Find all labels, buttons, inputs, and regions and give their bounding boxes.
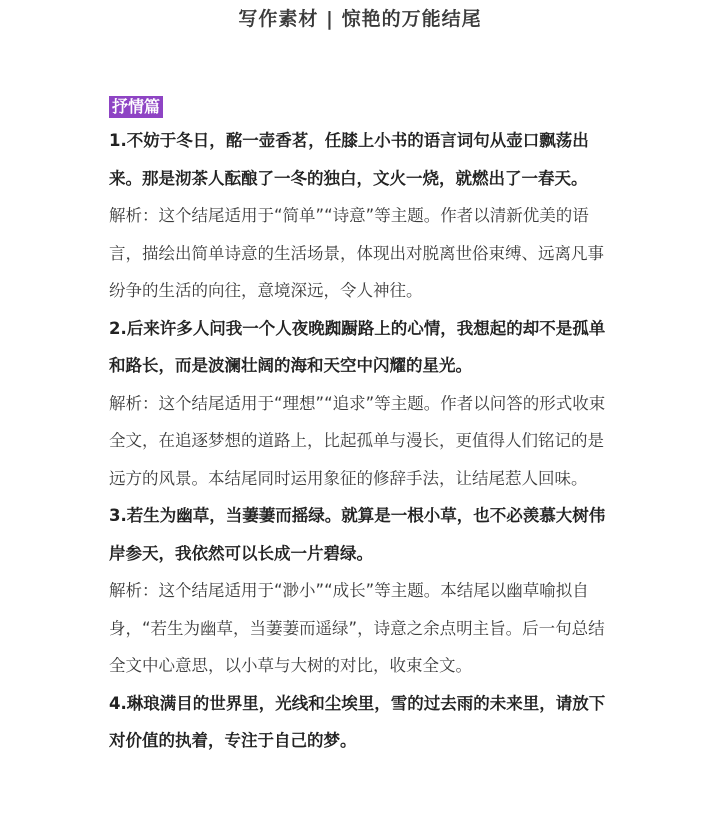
ending-item-2: 2.后来许多人问我一个人夜晚踟蹰路上的心情，我想起的却不是孤单和路长，而是波澜壮阔的海和天空中闪耀的星光。 xyxy=(109,318,606,375)
page-title: 写作素材 | 惊艳的万能结尾 xyxy=(238,8,482,30)
analysis-item-1: 解析：这个结尾适用于“简单”“诗意”等主题。作者以清新优美的语言，描绘出简单诗意的生活场景，体现出对脱离世俗束缚、远离凡事纷争的生活的向往，意境深远，令人神往。 xyxy=(109,206,604,300)
section-badge: 抒情篇 xyxy=(109,96,163,118)
article-body xyxy=(109,96,614,760)
ending-item-4: 4.琳琅满目的世界里，光线和尘埃里，雪的过去雨的未来里，请放下对价值的执着，专注于自己的梦。 xyxy=(109,693,606,750)
ending-item-1: 1.不妨于冬日，酩一壶香茗，任膝上小书的语言词句从壶口飘荡出来。那是沏茶人酝酿了一冬的独白，文火一烧，就燃出了一春天。 xyxy=(109,131,589,188)
ending-item-3: 3.若生为幽草，当萋萋而摇绿。就算是一根小草，也不必羡慕大树伟岸参天，我依然可以长成一片碧绿。 xyxy=(109,506,606,563)
analysis-item-2: 解析：这个结尾适用于“理想”“追求”等主题。作者以问答的形式收束全文，在追逐梦想的道路上，比起孤单与漫长，更值得人们铭记的是远方的风景。本结尾同时运用象征的修辞手法，让结尾惹人回味。 xyxy=(109,393,606,488)
analysis-item-3: 解析：这个结尾适用于“渺小”“成长”等主题。本结尾以幽草喻拟自身，“若生为幽草，当萋萋而遥绿”，诗意之余点明主旨。后一句总结全文中心意思，以小草与大树的对比，收束全文。 xyxy=(109,581,605,675)
